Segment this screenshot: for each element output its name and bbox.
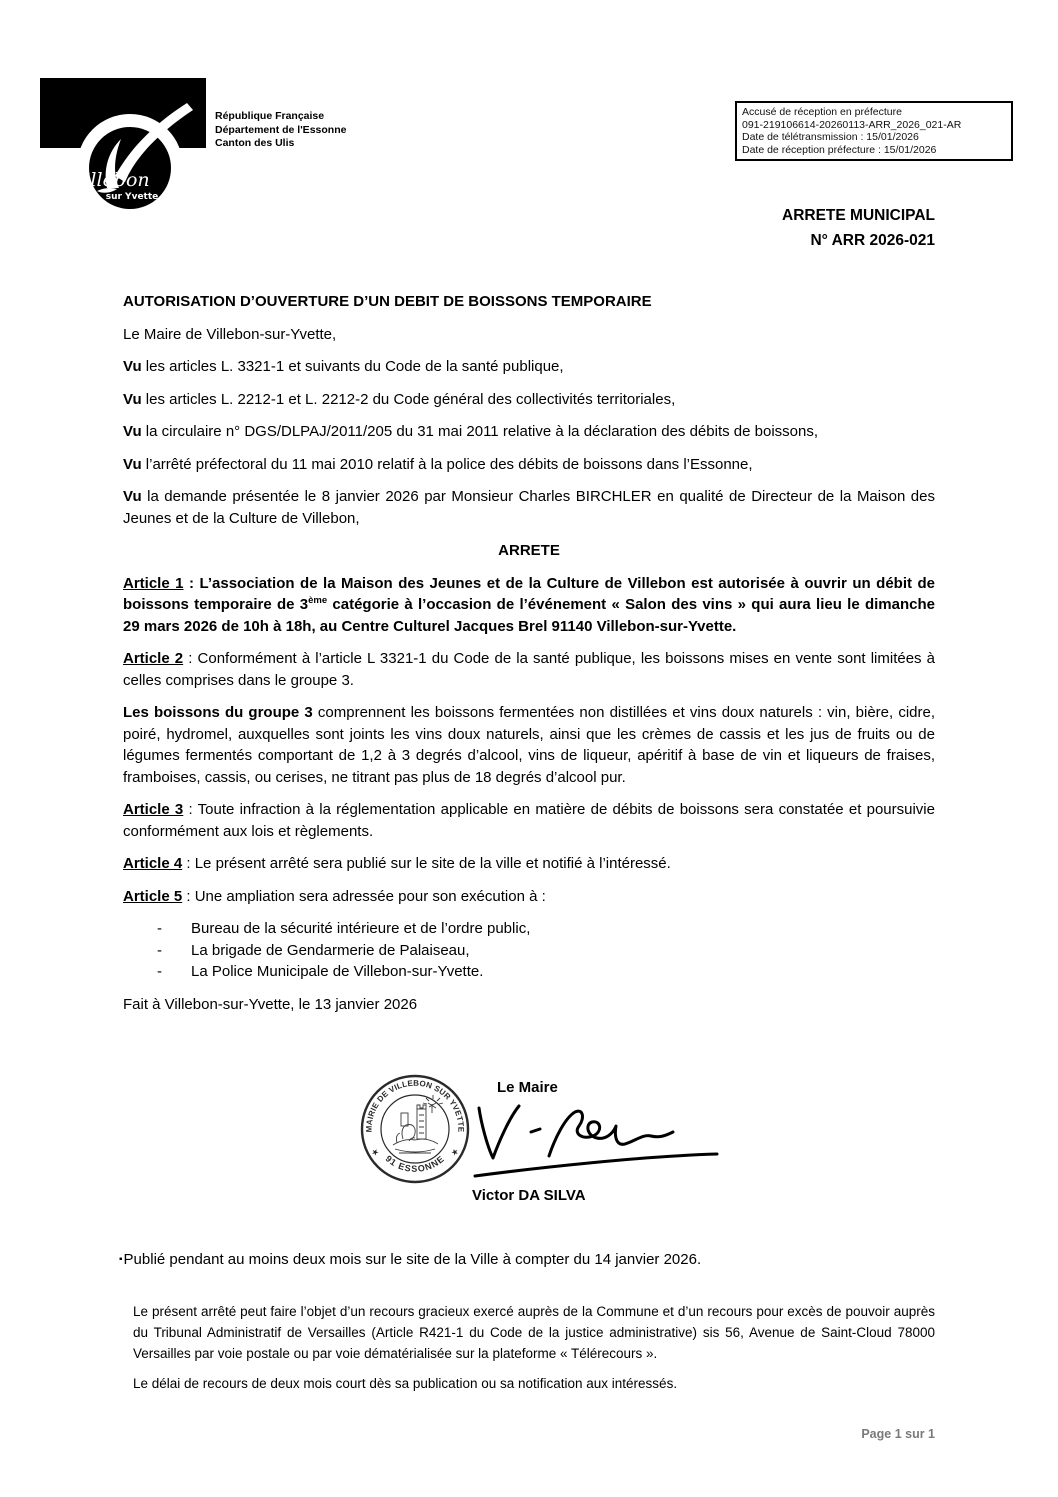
list-dash: - — [157, 920, 162, 937]
stamp-bottom-text: 91 ESSONNE — [383, 1153, 447, 1174]
legal-footer — [133, 1301, 935, 1403]
article-1-superscript: ème — [308, 595, 328, 606]
authority-line-departement: Département de l'Essonne — [215, 123, 347, 136]
stamp-top-text: MAIRIE DE VILLEBON SUR YVETTE — [364, 1078, 466, 1133]
article-4-label: Article 4 — [123, 855, 183, 872]
vu-label: Vu — [123, 488, 142, 505]
vu-label: Vu — [123, 423, 142, 440]
salutation-line: Le Maire de Villebon-sur-Yvette, — [123, 325, 337, 343]
prefecture-receipt-box — [735, 101, 1013, 161]
vu-paragraph-4 — [123, 454, 935, 476]
signature-area — [0, 1070, 1058, 1235]
vu-text: la circulaire n° DGS/DLPAJ/2011/205 du 31 mai 2011 relative à la déclaration des débits de boissons, — [141, 423, 819, 440]
article-4-text: Le présent arrêté sera publié sur le site de la ville et notifié à l’intéressé. — [194, 855, 671, 872]
article-5-paragraph — [123, 886, 935, 908]
authority-line-canton: Canton des Ulis — [215, 137, 295, 149]
vu-paragraph-3 — [123, 421, 935, 443]
vu-paragraph-1 — [123, 356, 935, 378]
vu-label: Vu — [123, 455, 142, 473]
vu-label: Vu — [123, 358, 142, 375]
publication-note — [119, 1251, 701, 1268]
group3-lead: Les boissons du groupe 3 — [123, 704, 313, 721]
article-1-text-continued: catégorie à l’occasion de l’événement « Salon des vins » qui aura lieu le dimanche 29 mars 2026 de 10h à 18h, au Centre Culturel Jacques Brel 91140 Villebon-sur-Yvette. — [123, 596, 935, 635]
stamp-star-right: ★ — [448, 1145, 462, 1159]
recipients-list — [123, 918, 935, 983]
vu-paragraph-5 — [123, 486, 935, 529]
vu-text: les articles L. 2212-1 et L. 2212-2 du Code général des collectivités territoriales, — [141, 390, 676, 408]
list-item — [123, 961, 935, 983]
arrete-heading: ARRETE — [498, 542, 560, 559]
vu-label: Vu — [123, 390, 142, 408]
doc-number: N° ARR 2026-021 — [810, 232, 935, 249]
article-3-paragraph — [123, 799, 935, 842]
article-1-label: Article 1 — [123, 574, 184, 592]
handwritten-signature — [465, 1094, 745, 1186]
vu-text: l’arrêté préfectoral du 11 mai 2010 relatif à la police des débits de boissons dans l’Essonne, — [141, 455, 753, 473]
vu-text: les articles L. 3321-1 et suivants du Code de la santé publique, — [141, 358, 564, 375]
logo-name-line2: sur Yvette — [105, 192, 159, 202]
recourse-paragraph: Le présent arrêté peut faire l’objet d’un recours gracieux exercé auprès de la Commune et d’un recours pour excès de pouvoir auprès du Tribunal Administratif de Versailles (Article R421-1 du Code de la justice administrative) sis 56, Avenue de Saint-Cloud 78000 Versailles par voie postale ou par voie dématérialisée sur la plateforme « Télérecours ». — [133, 1304, 935, 1361]
receipt-line-1: Accusé de réception en préfecture — [742, 106, 902, 118]
group3-text: comprennent les boissons fermentées non distillées et vins doux naturels : vin, bière, cidre, poiré, hydromel, auxquelles sont joints les vins doux naturels, ainsi que les crèmes de cassis et les jus de fruits ou de légumes fermentés comportant de 1,2 à 3 degrés d’alcool, vins de liqueur, apéritif à base de vin et liqueurs de fraises, framboises, cassis, ou cerises, ne titrant pas plus de 18 degrés d’alcool pur. — [123, 704, 935, 786]
delay-paragraph: Le délai de recours de deux mois court dès sa publication ou sa notification aux intéressés. — [133, 1376, 678, 1391]
publication-text: Publié pendant au moins deux mois sur le site de la Ville à compter du 14 janvier 2026. — [123, 1251, 702, 1268]
signer-name: Victor DA SILVA — [472, 1187, 586, 1204]
article-2-text: Conformément à l’article L 3321-1 du Code de la santé publique, les boissons mises en vente sont limitées à celles comprises dans le groupe 3. — [123, 650, 935, 689]
doc-title-block — [782, 203, 935, 253]
municipal-stamp-seal — [359, 1073, 471, 1185]
recipient-text: Bureau de la sécurité intérieure et de l’ordre public, — [191, 920, 531, 937]
receipt-line-3: Date de télétransmission : 15/01/2026 — [742, 131, 919, 143]
signer-role: Le Maire — [497, 1079, 558, 1096]
list-item — [123, 940, 935, 962]
receipt-line-4: Date de réception préfecture : 15/01/2026 — [742, 143, 937, 156]
recipient-text: La brigade de Gendarmerie de Palaiseau, — [191, 941, 470, 959]
article-2-label: Article 2 — [123, 650, 184, 667]
list-item — [123, 918, 935, 940]
group3-paragraph — [123, 702, 935, 788]
receipt-line-2: 091-219106614-20260113-ARR_2026_021-AR — [742, 118, 962, 131]
article-separator: : — [182, 855, 195, 872]
date-place-line: Fait à Villebon-sur-Yvette, le 13 janvier 2026 — [123, 995, 418, 1013]
article-3-text: Toute infraction à la réglementation applicable en matière de débits de boissons sera constatée et poursuivie conformément aux lois et règlements. — [123, 801, 935, 840]
subject-line: AUTORISATION D’OUVERTURE D’UN DEBIT DE BOISSONS TEMPORAIRE — [123, 293, 652, 310]
list-dash: - — [157, 963, 162, 980]
doc-title: ARRETE MUNICIPAL — [782, 207, 935, 224]
article-separator: : — [183, 650, 198, 667]
article-separator: : — [182, 887, 195, 905]
document-body — [123, 291, 935, 1026]
logo-name-line1: illebon — [84, 169, 150, 191]
article-5-label: Article 5 — [123, 887, 183, 905]
square-bullet-icon: ▪ — [119, 1254, 123, 1265]
article-4-paragraph — [123, 853, 935, 875]
recipient-text: La Police Municipale de Villebon-sur-Yvette. — [191, 963, 484, 980]
article-separator: : — [183, 574, 200, 592]
article-5-text: Une ampliation sera adressée pour son exécution à : — [194, 887, 546, 905]
article-1-paragraph — [123, 573, 935, 638]
article-2-paragraph — [123, 648, 935, 691]
vu-text: la demande présentée le 8 janvier 2026 par Monsieur Charles BIRCHLER en qualité de Directeur de la Maison des Jeunes et de la Culture de Villebon, — [123, 488, 935, 527]
vu-paragraph-2 — [123, 389, 935, 411]
authority-line-republique: République Française — [215, 110, 325, 122]
authority-block — [215, 110, 346, 151]
stamp-illustration — [393, 1095, 443, 1153]
article-3-label: Article 3 — [123, 801, 184, 818]
page-number: Page 1 sur 1 — [861, 1427, 935, 1441]
list-dash: - — [157, 941, 162, 959]
villebon-city-logo — [37, 75, 209, 213]
stamp-star-left: ★ — [368, 1145, 382, 1159]
article-1-text: L’association de la Maison des Jeunes et de la Culture de Villebon est autorisée à ouvrir un débit de boissons temporaire de 3 — [123, 574, 935, 613]
article-separator: : — [183, 801, 198, 818]
